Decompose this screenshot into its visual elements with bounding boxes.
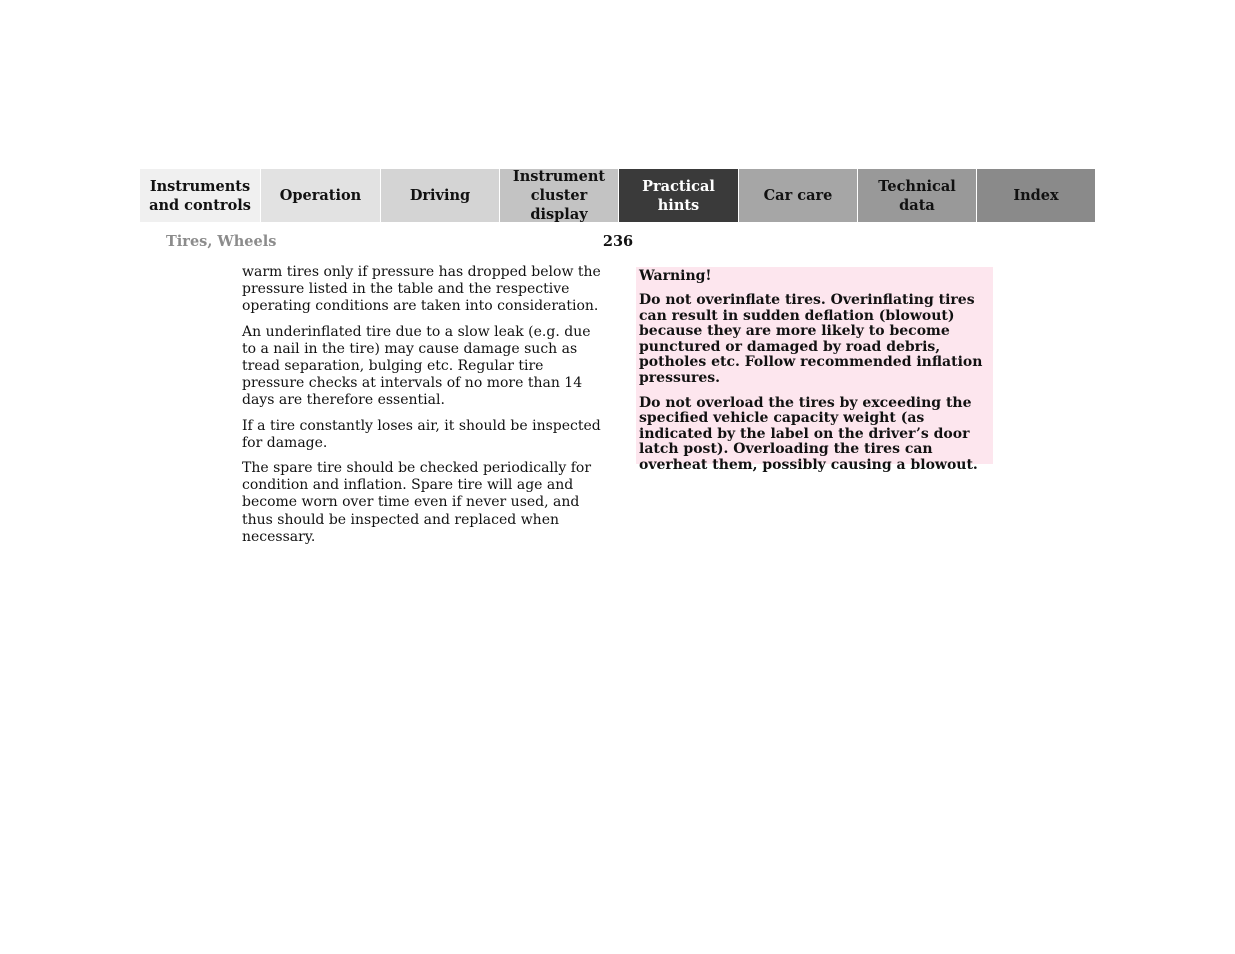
warning-paragraph: Do not overload the tires by exceeding the specified vehicle capacity weight (as indicated by the label on the driver’s door latch post). Overloading the tires can overheat them, possibly causing a blowout. — [639, 394, 978, 473]
tab-instruments-and-controls[interactable]: Instruments and controls — [140, 169, 260, 222]
section-title: Tires, Wheels — [166, 233, 277, 250]
tab-practical-hints[interactable]: Practical hints — [618, 169, 738, 222]
tab-instrument-cluster-display[interactable]: Instrument cluster display — [499, 169, 618, 222]
body-paragraph: If a tire constantly loses air, it should be inspected for damage. — [242, 417, 601, 451]
chapter-nav — [140, 169, 1095, 222]
body-paragraph: The spare tire should be checked periodically for condition and inflation. Spare tire will age and become worn over time even if never used, and thus should be inspected and replaced when necessary. — [242, 460, 592, 545]
warning-paragraph: Do not overinflate tires. Overinflating tires can result in sudden deflation (blowout) because they are more likely to become punctured or damaged by road debris, potholes etc. Follow recommended inflation pressures. — [639, 292, 983, 386]
body-paragraph: warm tires only if pressure has dropped below the pressure listed in the table and the respective operating conditions are taken into consideration. — [242, 264, 601, 315]
warning-box — [636, 267, 993, 473]
body-text — [242, 264, 607, 554]
body-paragraph: An underinflated tire due to a slow leak (e.g. due to a nail in the tire) may cause damage such as tread separation, bulging etc. Regular tire pressure checks at intervals of no more than 14 days are therefore essential. — [242, 323, 591, 409]
tab-technical-data[interactable]: Technical data — [857, 169, 976, 222]
tab-car-care[interactable]: Car care — [738, 169, 857, 222]
tab-operation[interactable]: Operation — [260, 169, 380, 222]
warning-title: Warning! — [639, 268, 712, 284]
page-number: 236 — [602, 233, 634, 250]
tab-index[interactable]: Index — [976, 169, 1095, 222]
tab-driving[interactable]: Driving — [380, 169, 499, 222]
